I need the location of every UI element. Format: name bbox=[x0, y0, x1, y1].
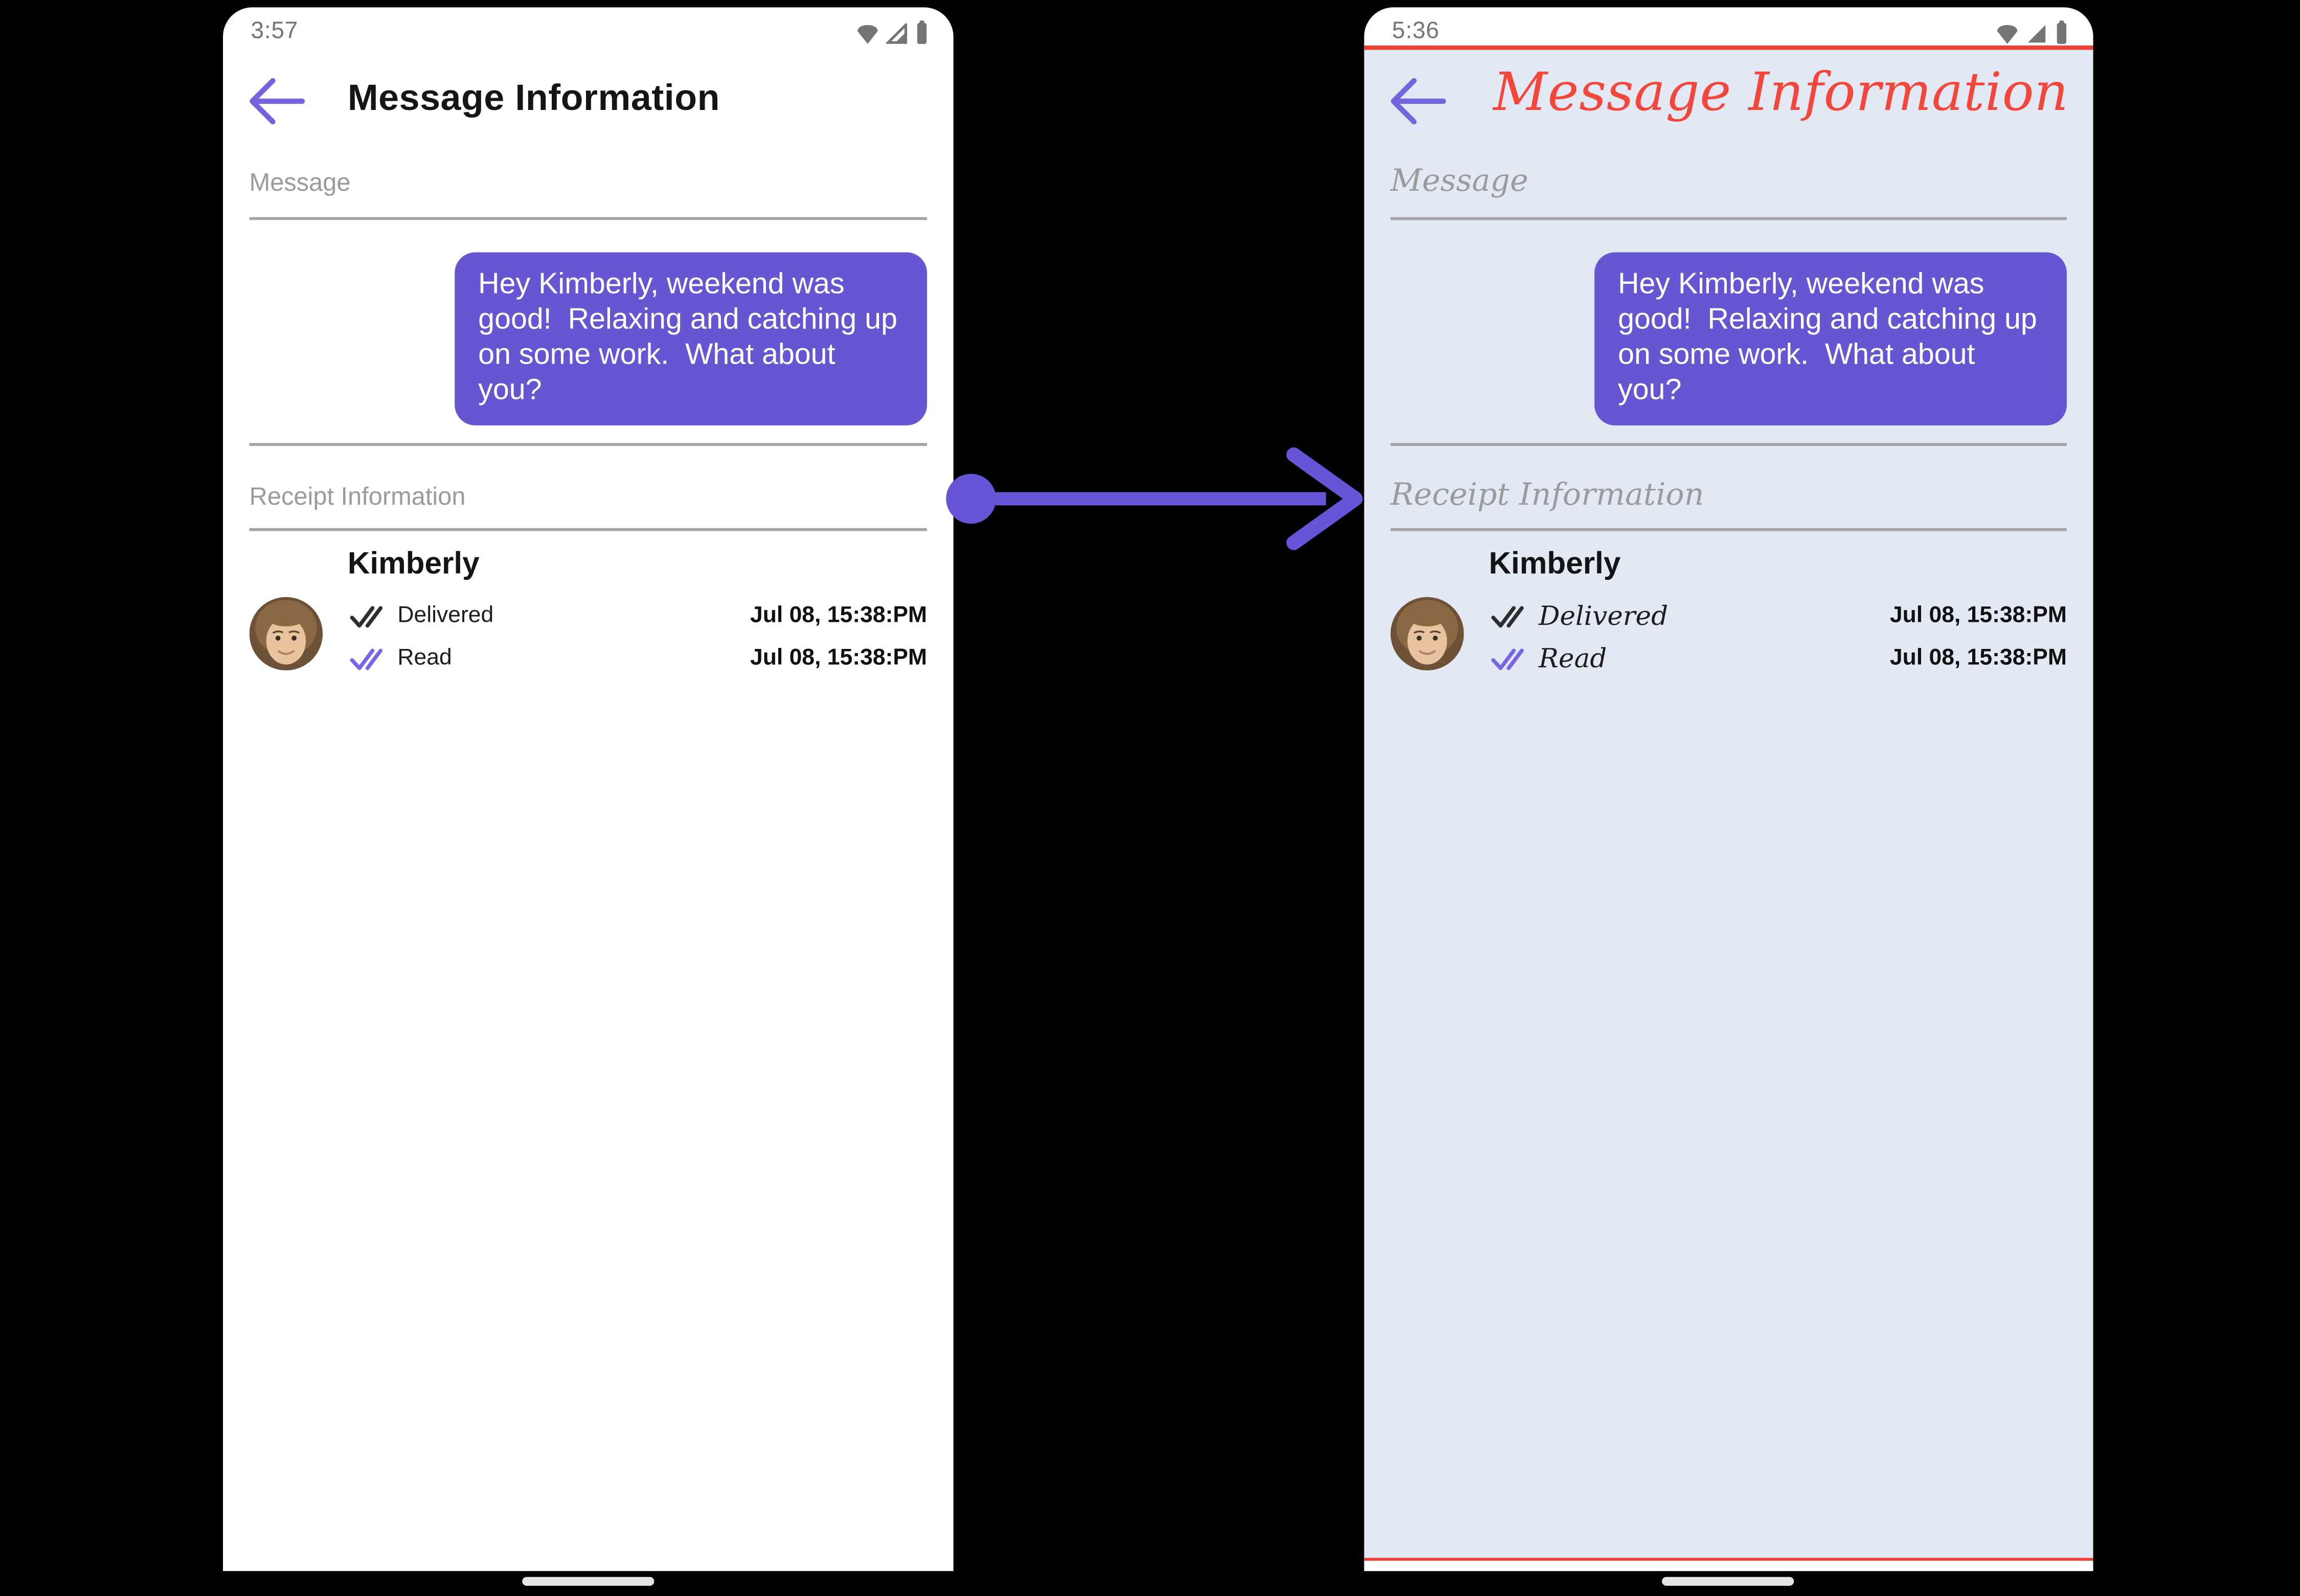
receipt-status: Read bbox=[397, 645, 452, 670]
signal-icon bbox=[2026, 23, 2048, 43]
page-title: Message Information bbox=[1493, 63, 2069, 123]
message-bubble: Hey Kimberly, weekend was good! Relaxing and catching up on some work. What about you? bbox=[1594, 252, 2067, 425]
section-divider bbox=[250, 443, 927, 446]
message-section-label: Message bbox=[1390, 163, 1528, 198]
phone-right bbox=[1364, 7, 2093, 1571]
receipt-timestamp: Jul 08, 15:38:PM bbox=[750, 645, 927, 670]
receipt-status: Delivered bbox=[1539, 600, 1668, 632]
wifi-icon bbox=[856, 25, 878, 44]
signal-icon bbox=[886, 24, 908, 44]
page-title: Message Information bbox=[347, 78, 720, 119]
receipt-section-label: Receipt Information bbox=[249, 482, 466, 511]
section-divider bbox=[1390, 528, 2066, 531]
double-check-icon bbox=[349, 603, 385, 628]
receipt-timestamp: Jul 08, 15:38:PM bbox=[1889, 602, 2067, 628]
receipt-timestamp: Jul 08, 15:38:PM bbox=[750, 602, 927, 628]
contact-name: Kimberly bbox=[347, 547, 480, 581]
status-time: 3:57 bbox=[251, 19, 299, 44]
receipt-row-read bbox=[349, 642, 927, 675]
receipt-section-label: Receipt Information bbox=[1390, 477, 1704, 512]
bottom-strip bbox=[1364, 1561, 2093, 1571]
status-icons bbox=[856, 20, 929, 44]
wifi-icon bbox=[1996, 24, 2018, 43]
contact-name: Kimberly bbox=[1489, 547, 1621, 581]
receipt-timestamp: Jul 08, 15:38:PM bbox=[1889, 645, 2067, 670]
back-arrow-icon bbox=[243, 75, 308, 127]
message-bubble: Hey Kimberly, weekend was good! Relaxing and catching up on some work. What about you? bbox=[455, 252, 927, 425]
battery-icon bbox=[915, 20, 929, 44]
back-button[interactable] bbox=[1385, 72, 1452, 131]
status-time: 5:36 bbox=[1392, 18, 1440, 43]
theme-divider-top bbox=[1364, 46, 2093, 49]
phone-left bbox=[223, 7, 954, 1571]
status-bar bbox=[1364, 7, 2093, 46]
theme-divider-bottom bbox=[1364, 1557, 2093, 1561]
section-divider bbox=[1390, 443, 2066, 446]
receipt-status: Read bbox=[1539, 643, 1607, 675]
double-check-icon bbox=[1490, 603, 1525, 628]
home-indicator[interactable] bbox=[522, 1577, 654, 1586]
transform-arrow bbox=[910, 440, 1394, 557]
receipt-row-delivered bbox=[349, 600, 927, 632]
battery-icon bbox=[2055, 20, 2068, 43]
status-icons bbox=[1996, 20, 2068, 43]
home-indicator[interactable] bbox=[1662, 1577, 1794, 1586]
back-button[interactable] bbox=[243, 72, 311, 131]
section-divider bbox=[1390, 217, 2066, 220]
receipt-row-read bbox=[1490, 642, 2066, 675]
double-check-icon bbox=[1490, 646, 1525, 671]
section-divider bbox=[250, 528, 927, 531]
double-check-icon bbox=[349, 646, 385, 671]
contact-avatar bbox=[1390, 597, 1463, 670]
contact-avatar bbox=[250, 597, 323, 670]
receipt-row-delivered bbox=[1490, 600, 2066, 632]
back-arrow-icon bbox=[1385, 75, 1449, 127]
section-divider bbox=[250, 217, 927, 220]
message-section-label: Message bbox=[249, 168, 351, 197]
receipt-status: Delivered bbox=[397, 602, 494, 628]
status-bar bbox=[223, 7, 954, 47]
